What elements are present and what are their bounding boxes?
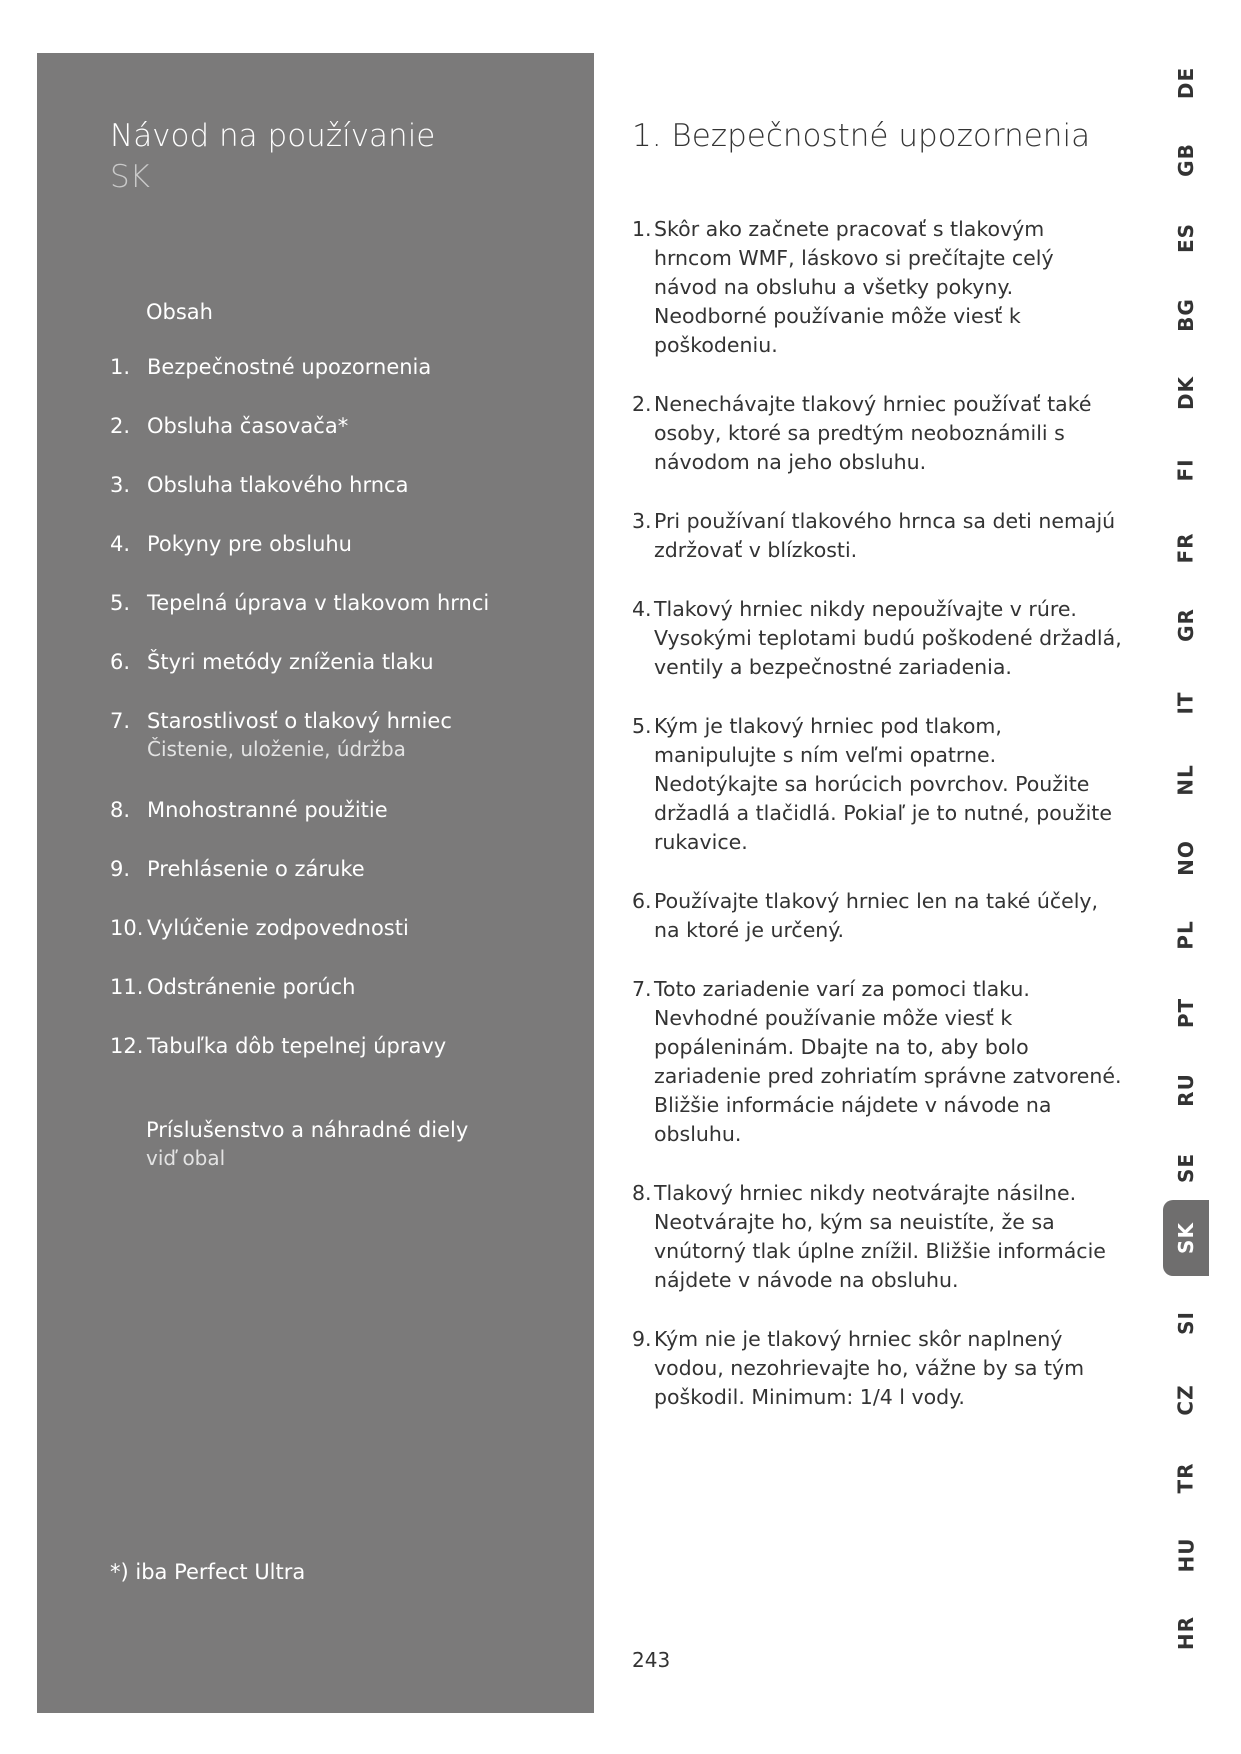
list-item [632,1179,1122,1295]
tab-label: PT [1174,997,1198,1029]
tab-label: GR [1173,608,1198,642]
list-item [632,975,1122,1149]
warning-number: 2. [632,392,652,416]
toc-item-label: Obsluha tlakového hrnca [147,473,409,497]
footnote: *) iba Perfect Ultra [110,1560,306,1584]
tab-lang-si[interactable] [1163,1300,1209,1346]
toc-item[interactable] [110,530,580,589]
list-item [632,712,1122,857]
toc-item-label: Prehlásenie o záruke [147,857,365,881]
toc-item-label: Štyri metódy zníženia tlaku [147,650,434,674]
toc-item[interactable] [110,589,580,648]
tab-label: SE [1173,1152,1198,1184]
tab-lang-gb[interactable] [1163,137,1209,183]
warning-text: Toto zariadenie varí za pomoci tlaku. Nevhodné používanie môže viesť k popáleninám. Dbajte na to, aby bolo zariadenie pred zohriatím správne zatvorené. Bližšie informácie nájdete v návode na obsluhu. [654,977,1122,1146]
table-of-contents [110,353,580,1091]
toc-item-label: Tepelná úprava v tlakovom hrnci [147,591,490,615]
warning-number: 1. [632,217,652,241]
toc-item-number: 10. [110,916,144,940]
tab-label: GB [1173,143,1198,177]
tab-lang-sk[interactable] [1163,1200,1209,1276]
tab-lang-tr[interactable] [1163,1455,1209,1501]
section-title: 1. Bezpečnostné upozornenia [632,118,1091,154]
toc-item-number: 2. [110,414,131,438]
toc-item-number: 11. [110,975,144,999]
toc-item-number: 5. [110,591,131,615]
toc-item-label: Obsluha časovača* [147,414,349,438]
warning-number: 9. [632,1327,652,1351]
toc-item[interactable] [110,914,580,973]
toc-item-number: 12. [110,1034,144,1058]
tab-label: BG [1173,298,1198,332]
toc-item-subtitle: Čistenie, uloženie, údržba [147,737,406,761]
accessories-subtitle: viď obal [146,1146,226,1170]
warning-number: 7. [632,977,652,1001]
toc-item[interactable] [110,353,580,412]
toc-item-number: 9. [110,857,131,881]
list-item [632,887,1122,945]
list-item [632,215,1122,360]
tab-lang-hr[interactable] [1163,1610,1209,1656]
warning-number: 3. [632,509,652,533]
tab-lang-es[interactable] [1163,215,1209,261]
tab-lang-ru[interactable] [1163,1067,1209,1113]
warning-text: Tlakový hrniec nikdy nepoužívajte v rúre. Vysokými teplotami budú poškodené držadlá, ventily a bezpečnostné zariadenia. [654,597,1122,679]
tab-label: SI [1173,1311,1198,1335]
tab-lang-cz[interactable] [1163,1377,1209,1423]
toc-item-label: Mnohostranné použitie [147,798,388,822]
tab-label: NO [1174,840,1198,876]
tab-lang-bg[interactable] [1163,292,1209,338]
toc-item[interactable] [110,707,580,796]
tab-lang-de[interactable] [1163,60,1209,106]
page-number: 243 [632,1648,671,1672]
tab-lang-it[interactable] [1163,680,1209,726]
toc-item[interactable] [110,471,580,530]
toc-item-number: 3. [110,473,131,497]
toc-item[interactable] [110,1032,580,1091]
accessories-label: Príslušenstvo a náhradné diely [146,1118,469,1142]
tab-label: HU [1173,1537,1198,1573]
tab-label: CZ [1174,1384,1198,1416]
tab-label: TR [1173,1462,1198,1494]
toc-item[interactable] [110,855,580,914]
toc-item-label: Tabuľka dôb tepelnej úpravy [147,1034,447,1058]
toc-item-number: 8. [110,798,131,822]
toc-item-number: 6. [110,650,131,674]
toc-heading: Obsah [146,300,213,324]
language-code: SK [110,159,151,195]
warning-text: Kým je tlakový hrniec pod tlakom, manipulujte s ním veľmi opatrne. Nedotýkajte sa horúcich povrchov. Použite držadlá a tlačidlá. Pokiaľ je to nutné, použite rukavice. [654,714,1112,854]
tab-lang-no[interactable] [1163,835,1209,881]
tab-label: DK [1173,375,1198,411]
tab-lang-gr[interactable] [1163,602,1209,648]
warning-text: Nenechávajte tlakový hrniec používať také osoby, ktoré sa predtým neoboznámili s návodom na jeho obsluhu. [654,392,1092,474]
tab-label: RU [1173,1073,1198,1107]
toc-item-label: Bezpečnostné upozornenia [147,355,432,379]
toc-item-label: Starostlivosť o tlakový hrniec [147,709,452,733]
tab-label: DE [1173,66,1198,100]
tab-lang-se[interactable] [1163,1145,1209,1191]
tab-label: SK [1174,1222,1198,1254]
list-item [632,1325,1122,1412]
tab-label: PL [1174,920,1198,950]
warning-number: 4. [632,597,652,621]
tab-label: FR [1174,532,1198,564]
tab-label: NL [1173,764,1198,796]
toc-item-label: Vylúčenie zodpovednosti [147,916,409,940]
list-item [632,390,1122,477]
list-item [632,507,1122,565]
warning-text: Tlakový hrniec nikdy neotvárajte násilne. Neotvárajte ho, kým sa neuistíte, že sa vnútorný tlak úplne znížil. Bližšie informácie nájdete v návode na obsluhu. [654,1181,1106,1292]
warning-text: Kým nie je tlakový hrniec skôr naplnený vodou, nezohrievajte ho, vážne by sa tým poškodil. Minimum: 1/4 l vody. [654,1327,1085,1409]
accessories-note [146,1116,468,1172]
tab-label: HR [1173,1615,1198,1651]
warning-number: 8. [632,1181,652,1205]
warning-text: Používajte tlakový hrniec len na také účely, na ktoré je určený. [654,889,1099,942]
tab-lang-dk[interactable] [1163,370,1209,416]
tab-label: IT [1174,691,1198,715]
warning-number: 6. [632,889,652,913]
toc-item[interactable] [110,412,580,471]
toc-item[interactable] [110,648,580,707]
tab-lang-pl[interactable] [1163,912,1209,958]
warning-text: Skôr ako začnete pracovať s tlakovým hrncom WMF, láskovo si prečítajte celý návod na obsluhu a všetky pokyny. Neodborné používanie môže viesť k poškodeniu. [654,217,1054,357]
tab-label: ES [1173,222,1198,254]
safety-warnings-list [632,215,1122,1442]
toc-item-label: Pokyny pre obsluhu [147,532,352,556]
toc-item-label: Odstránenie porúch [147,975,356,999]
toc-item-number: 1. [110,355,131,379]
toc-item[interactable] [110,796,580,855]
list-item [632,595,1122,682]
toc-item[interactable] [110,973,580,1032]
toc-item-number: 7. [110,709,131,733]
manual-title: Návod na používanie [110,118,436,154]
tab-lang-fr[interactable] [1163,525,1209,571]
tab-lang-nl[interactable] [1163,757,1209,803]
warning-number: 5. [632,714,652,738]
warning-text: Pri používaní tlakového hrnca sa deti nemajú zdržovať v blízkosti. [654,509,1116,562]
sidebar-panel [37,53,594,1713]
tab-lang-pt[interactable] [1163,990,1209,1036]
tab-label: FI [1173,458,1198,482]
tab-lang-fi[interactable] [1163,447,1209,493]
toc-item-number: 4. [110,532,131,556]
tab-lang-hu[interactable] [1163,1532,1209,1578]
